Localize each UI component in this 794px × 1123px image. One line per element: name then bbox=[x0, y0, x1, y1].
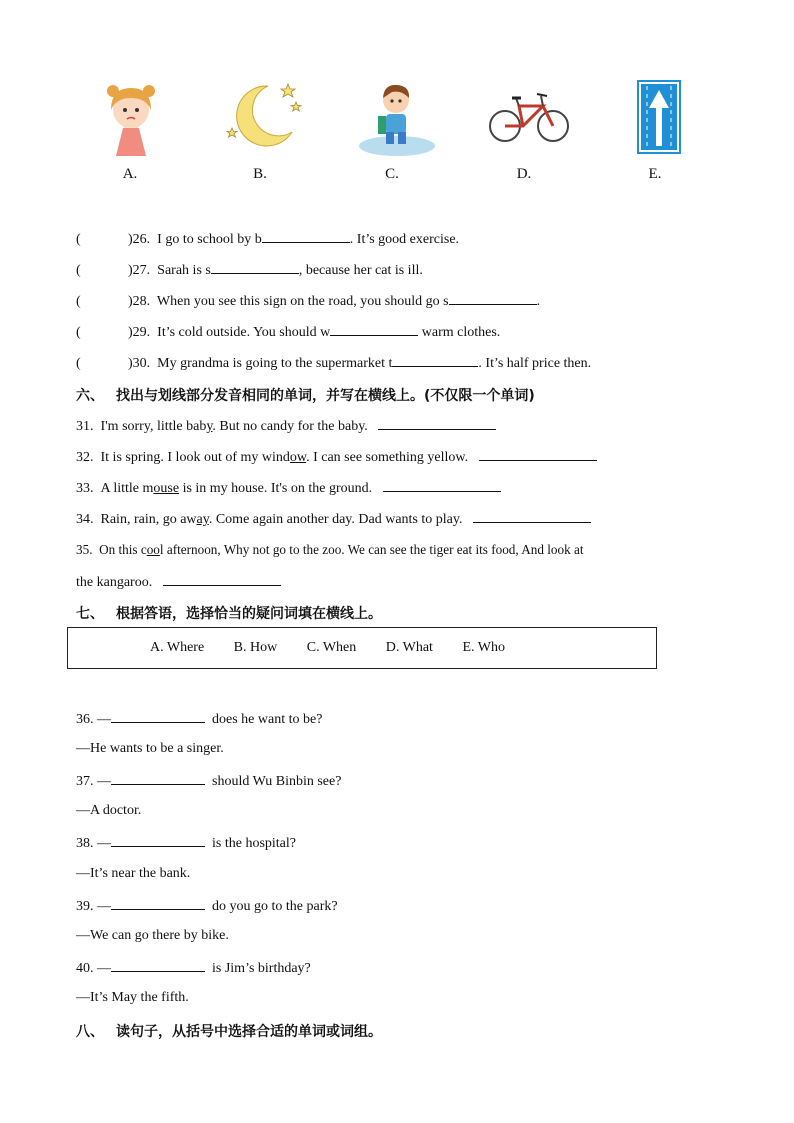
question-33 bbox=[76, 479, 501, 497]
question-number: 36. bbox=[76, 712, 94, 727]
option-how: B. How bbox=[233, 640, 278, 655]
question-number: 39. bbox=[76, 899, 94, 914]
question-text-end: . It’s good exercise. bbox=[349, 232, 460, 247]
question-37 bbox=[76, 772, 341, 790]
question-31 bbox=[76, 417, 496, 435]
answer-blank[interactable] bbox=[111, 959, 205, 972]
options-list bbox=[150, 640, 531, 656]
question-text: I go to school by b bbox=[157, 232, 262, 247]
question-text: is Jim’s birthday? bbox=[212, 961, 311, 976]
question-text: do you go to the park? bbox=[212, 899, 338, 914]
question-39 bbox=[76, 897, 338, 915]
question-number: )28. bbox=[128, 294, 151, 309]
question-text: It’s cold outside. You should w bbox=[157, 325, 331, 340]
answer-bracket: ( bbox=[76, 294, 81, 309]
question-number: 31. bbox=[76, 419, 94, 434]
dialog-dash: — bbox=[97, 712, 111, 727]
section-6-heading bbox=[76, 385, 535, 405]
section-number: 七、 bbox=[76, 606, 104, 622]
dialog-dash: — bbox=[97, 774, 111, 789]
answer-blank[interactable] bbox=[111, 710, 205, 723]
section-title: 根据答语，选择恰当的疑问词填在横线上。 bbox=[116, 606, 382, 622]
straight-arrow-sign-icon bbox=[614, 76, 704, 158]
option-what: D. What bbox=[385, 640, 433, 655]
section-title: 读句子，从括号中选择合适的单词或词组。 bbox=[116, 1024, 382, 1040]
question-number: 37. bbox=[76, 774, 94, 789]
picture-label-e: E. bbox=[648, 166, 662, 182]
question-text-end: warm clothes. bbox=[418, 325, 501, 340]
answer-38: —It’s near the bank. bbox=[76, 866, 191, 881]
bicycle-icon bbox=[485, 76, 575, 158]
picture-label-d: D. bbox=[516, 166, 532, 182]
underlined-letters: ow bbox=[289, 450, 307, 465]
question-text-end: is in my house. It's on the ground. bbox=[179, 481, 373, 496]
answer-bracket: ( bbox=[76, 356, 81, 371]
section-8-heading bbox=[76, 1021, 382, 1041]
underlined-letters: ay bbox=[196, 512, 209, 527]
dialog-dash: — bbox=[97, 899, 111, 914]
section-number: 六、 bbox=[76, 388, 104, 404]
question-26 bbox=[76, 230, 459, 248]
question-number: 32. bbox=[76, 450, 94, 465]
option-who: E. Who bbox=[462, 640, 505, 655]
answer-blank[interactable] bbox=[378, 417, 496, 430]
question-text: the kangaroo. bbox=[76, 575, 153, 590]
question-30 bbox=[76, 354, 591, 372]
question-number: 40. bbox=[76, 961, 94, 976]
answer-37: —A doctor. bbox=[76, 803, 142, 818]
question-number: 35. bbox=[76, 542, 93, 557]
question-text-end: l afternoon, Why not go to the zoo. We can see the tiger eat its food, And look at bbox=[159, 542, 584, 557]
question-number: )27. bbox=[128, 263, 151, 278]
answer-blank[interactable] bbox=[211, 261, 299, 274]
option-where: A. Where bbox=[150, 640, 205, 655]
answer-36: —He wants to be a singer. bbox=[76, 741, 224, 756]
answer-blank[interactable] bbox=[163, 573, 281, 586]
answer-blank[interactable] bbox=[479, 448, 597, 461]
answer-blank[interactable] bbox=[111, 834, 205, 847]
question-text: When you see this sign on the road, you should go s bbox=[156, 294, 449, 309]
question-36 bbox=[76, 710, 322, 728]
question-number: )26. bbox=[128, 232, 151, 247]
answer-bracket: ( bbox=[76, 232, 81, 247]
question-text: My grandma is going to the supermarket t bbox=[157, 356, 393, 371]
question-32 bbox=[76, 448, 597, 466]
question-number: )29. bbox=[128, 325, 151, 340]
question-text: is the hospital? bbox=[212, 836, 296, 851]
answer-blank[interactable] bbox=[262, 230, 350, 243]
question-number: 38. bbox=[76, 836, 94, 851]
option-when: C. When bbox=[306, 640, 357, 655]
boy-icon bbox=[352, 76, 442, 158]
answer-blank[interactable] bbox=[392, 354, 478, 367]
section-number: 八、 bbox=[76, 1024, 104, 1040]
question-text: It is spring. I look out of my wind bbox=[100, 450, 290, 465]
girl-icon bbox=[86, 76, 176, 158]
question-number: 33. bbox=[76, 481, 94, 496]
underlined-letters: y bbox=[206, 419, 213, 434]
question-number: )30. bbox=[128, 356, 151, 371]
question-40 bbox=[76, 959, 311, 977]
question-text-end: . Come again another day. Dad wants to play. bbox=[208, 512, 463, 527]
question-number: 34. bbox=[76, 512, 94, 527]
question-text: On this c bbox=[99, 542, 147, 557]
question-text: does he want to be? bbox=[212, 712, 323, 727]
question-text-end: . bbox=[536, 294, 541, 309]
dialog-dash: — bbox=[97, 961, 111, 976]
answer-blank[interactable] bbox=[473, 510, 591, 523]
question-34 bbox=[76, 510, 591, 528]
question-text: A little m bbox=[100, 481, 154, 496]
question-text-end: . It’s half price then. bbox=[478, 356, 592, 371]
question-text: I'm sorry, little bab bbox=[100, 419, 207, 434]
underlined-letters: ouse bbox=[153, 481, 180, 496]
question-text-end: , because her cat is ill. bbox=[298, 263, 423, 278]
answer-blank[interactable] bbox=[111, 772, 205, 785]
picture-label-c: C. bbox=[385, 166, 399, 182]
answer-blank[interactable] bbox=[383, 479, 501, 492]
answer-blank[interactable] bbox=[449, 292, 537, 305]
question-28 bbox=[76, 292, 540, 310]
question-35-continued bbox=[76, 573, 281, 591]
question-29 bbox=[76, 323, 500, 341]
question-27 bbox=[76, 261, 423, 279]
picture-label-b: B. bbox=[253, 166, 267, 182]
question-35 bbox=[76, 542, 584, 558]
picture-label-a: A. bbox=[122, 166, 138, 182]
answer-39: —We can go there by bike. bbox=[76, 928, 229, 943]
question-text: Sarah is s bbox=[157, 263, 211, 278]
question-text-end: . But no candy for the baby. bbox=[212, 419, 368, 434]
answer-40: —It’s May the fifth. bbox=[76, 990, 189, 1005]
answer-blank[interactable] bbox=[111, 897, 205, 910]
dialog-dash: — bbox=[97, 836, 111, 851]
section-title: 找出与划线部分发音相同的单词，并写在横线上。(不仅限一个单词) bbox=[116, 388, 535, 404]
answer-bracket: ( bbox=[76, 325, 81, 340]
question-text: should Wu Binbin see? bbox=[212, 774, 342, 789]
underlined-letters: oo bbox=[146, 542, 160, 557]
moon-stars-icon bbox=[220, 76, 310, 158]
answer-blank[interactable] bbox=[330, 323, 418, 336]
question-38 bbox=[76, 834, 296, 852]
question-text-end: . I can see something yellow. bbox=[306, 450, 469, 465]
answer-bracket: ( bbox=[76, 263, 81, 278]
section-7-heading bbox=[76, 603, 382, 623]
question-text: Rain, rain, go aw bbox=[100, 512, 197, 527]
